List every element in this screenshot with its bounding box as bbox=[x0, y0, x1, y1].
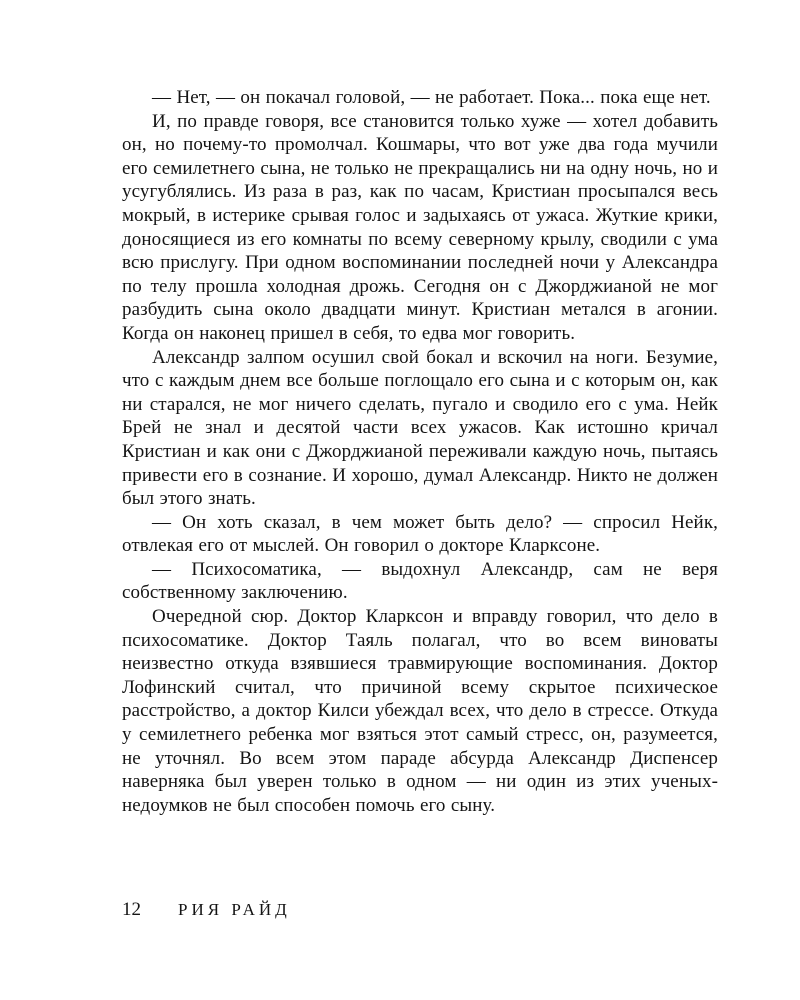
paragraph-4: — Он хоть сказал, в чем может быть дело? — спросил Нейк, отвлекая его от мыслей. Он говорил о докторе Кларксоне. bbox=[122, 511, 718, 557]
page-footer bbox=[122, 898, 291, 922]
running-head-author: РИЯ РАЙД bbox=[178, 900, 291, 919]
page-body bbox=[122, 86, 718, 817]
paragraph-1: — Нет, — он покачал головой, — не работает. Пока... пока еще нет. bbox=[152, 87, 711, 108]
paragraph-6: Очередной сюр. Доктор Кларксон и вправду говорил, что дело в психосоматике. Доктор Таяль полагал, что во всем виноваты неизвестно откуда взявшиеся травмирующие воспоминания. Доктор Лофинский считал, что причиной всему скрытое психическое расстройство, а доктор Килси убеждал всех, что дело в стрессе. Откуда у семилетнего ребенка мог взяться этот самый стресс, он, разумеется, не уточнял. Во всем этом параде абсурда Александр Диспенсер наверняка был уверен только в одном — ни один из этих ученых-недоумков не был способен помочь его сыну. bbox=[122, 606, 718, 816]
paragraph-5: — Психосоматика, — выдохнул Александр, сам не веря собственному заключению. bbox=[122, 558, 718, 604]
paragraph-2: И, по правде говоря, все становится только хуже — хотел добавить он, но почему-то промолчал. Кошмары, что вот уже два года мучили его семилетнего сына, не только не прекращались ни на одну ночь, но и усугублялись. Из раза в раз, как по часам, Кристиан просыпался весь мокрый, в истерике срывая голос и задыхаясь от ужаса. Жуткие крики, доносящиеся из его комнаты по всему северному крылу, сводили с ума всю прислугу. При одном воспоминании последней ночи у Александра по телу прошла холодная дрожь. Сегодня он с Джорджианой не мог разбудить сына около двадцати минут. Кристиан метался в агонии. Когда он наконец пришел в себя, то едва мог говорить. bbox=[122, 110, 718, 344]
page-number: 12 bbox=[122, 899, 141, 920]
paragraph-3: Александр залпом осушил свой бокал и вскочил на ноги. Безумие, что с каждым днем все больше поглощало его сына и с которым он, как ни старался, не мог ничего сделать, пугало и сводило его с ума. Нейк Брей не знал и десятой части всех ужасов. Как истошно кричал Кристиан и как они с Джорджианой переживали каждую ночь, пытаясь привести его в сознание. И хорошо, думал Александр. Никто не должен был этого знать. bbox=[122, 346, 718, 510]
